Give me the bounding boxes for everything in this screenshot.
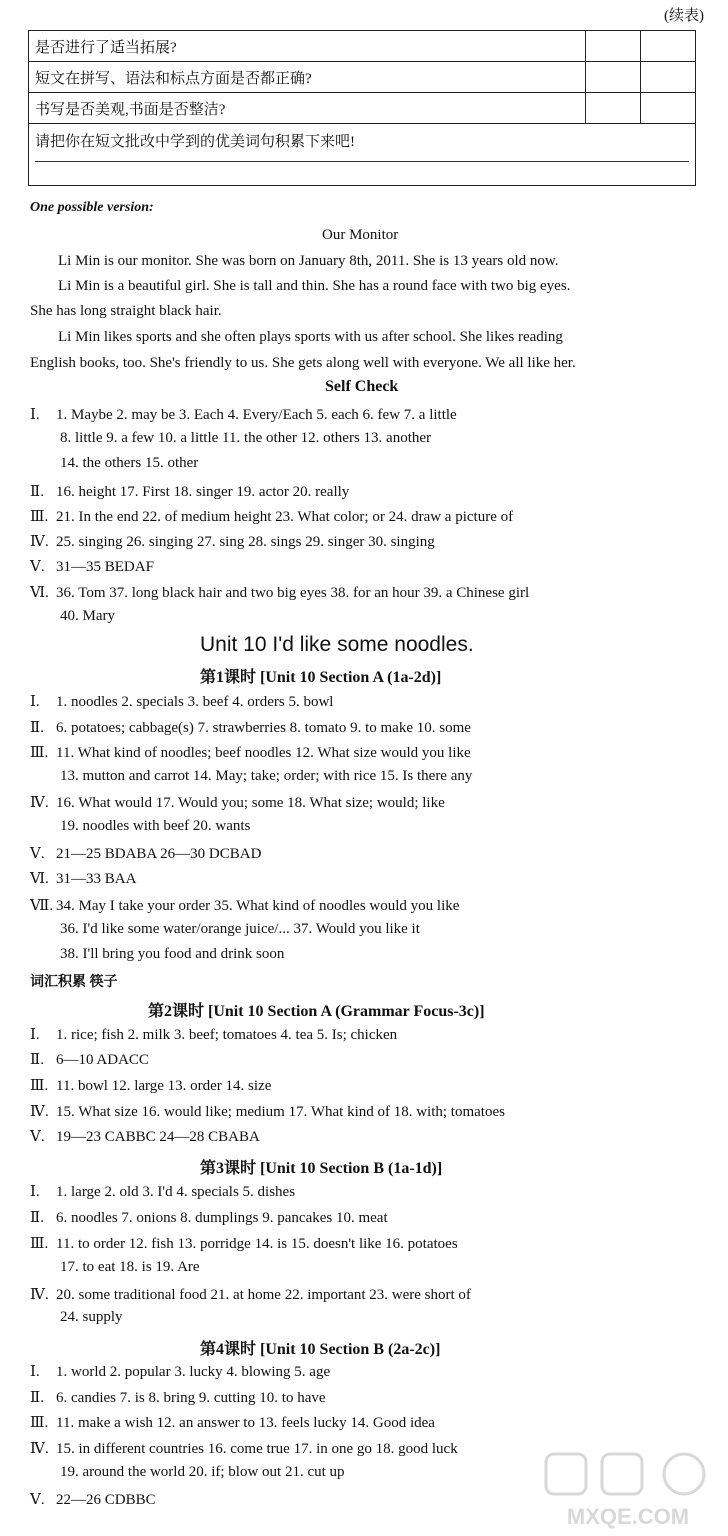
vocab-note: 词汇积累 筷子: [30, 975, 118, 990]
continued-label: (续表): [664, 8, 704, 24]
answer-line: [30, 1076, 271, 1095]
answer-text: 36. Tom 37. long black hair and two big eyes 38. for an hour 39. a Chinese girl: [56, 585, 530, 601]
answer-text: 6—10 ADACC: [56, 1052, 149, 1068]
answer-line: [30, 921, 420, 938]
answer-line: [30, 1102, 505, 1121]
answer-line: [30, 507, 513, 526]
answer-line: [30, 482, 349, 501]
answer-line: [30, 1025, 397, 1044]
answer-line: [30, 1050, 149, 1069]
answer-text: 11. bowl 12. large 13. order 14. size: [56, 1078, 272, 1094]
answer-line: [30, 1259, 200, 1276]
essay-line: English books, too. She's friendly to us. She gets along well with everyone. We all like her.: [30, 355, 576, 371]
answer-line: [30, 1388, 326, 1407]
version-label: One possible version:: [30, 200, 154, 215]
section-numeral: Ⅴ.: [30, 1129, 45, 1145]
answer-line: [30, 532, 435, 551]
section-numeral: Ⅲ.: [30, 1236, 49, 1252]
section-numeral: Ⅲ.: [30, 1415, 49, 1431]
section-numeral: Ⅰ.: [30, 694, 40, 710]
answer-line: [30, 1127, 260, 1146]
answer-line: [30, 844, 261, 863]
answer-text: 1. noodles 2. specials 3. beef 4. orders 5. bowl: [56, 694, 334, 710]
essay-line: She has long straight black hair.: [30, 303, 222, 319]
section-numeral: Ⅴ.: [30, 559, 45, 575]
answer-line: [30, 793, 445, 812]
answer-line: [30, 1285, 471, 1304]
checklist-box: [586, 31, 641, 62]
self-check-heading: Self Check: [325, 378, 399, 395]
essay-title: Our Monitor: [322, 227, 399, 243]
lesson-title: 第4课时 [Unit 10 Section B (2a-2c)]: [200, 1341, 441, 1358]
section-numeral: Ⅰ.: [30, 1364, 40, 1380]
section-numeral: Ⅳ.: [30, 1441, 49, 1457]
section-numeral: Ⅱ.: [30, 1052, 44, 1068]
answer-line: [30, 743, 471, 762]
section-numeral: Ⅱ.: [30, 720, 44, 736]
answer-text: 19. around the world 20. if; blow out 21. cut up: [60, 1464, 345, 1480]
answer-line: [30, 1362, 330, 1381]
answer-line: [30, 430, 431, 447]
answer-text: 16. What would 17. Would you; some 18. What size; would; like: [56, 795, 445, 811]
section-numeral: Ⅵ.: [30, 871, 49, 887]
answer-line: [30, 405, 457, 424]
checklist-box: [586, 62, 641, 93]
checklist-row: [29, 93, 696, 124]
section-numeral: Ⅰ.: [30, 1184, 40, 1200]
answer-line: [30, 455, 198, 472]
section-numeral: Ⅲ.: [30, 745, 49, 761]
answer-text: 17. to eat 18. is 19. Are: [60, 1259, 200, 1275]
answer-line: [30, 1439, 458, 1458]
answer-text: 15. in different countries 16. come true 17. in one go 18. good luck: [56, 1441, 458, 1457]
answer-line: [30, 1208, 388, 1227]
watermark-text: MXQE.COM: [566, 1504, 690, 1529]
answer-text: 31—35 BEDAF: [56, 559, 154, 575]
answer-line: [30, 1464, 345, 1481]
checklist-notes: [29, 124, 696, 186]
answer-line: [30, 718, 471, 737]
section-numeral: Ⅱ.: [30, 484, 44, 500]
section-numeral: Ⅰ.: [30, 407, 40, 423]
answer-text: 14. the others 15. other: [60, 455, 199, 471]
section-numeral: Ⅵ.: [30, 585, 49, 601]
checklist-row: [29, 31, 696, 62]
section-numeral: Ⅱ.: [30, 1390, 44, 1406]
answer-text: 11. make a wish 12. an answer to 13. feels lucky 14. Good idea: [56, 1415, 435, 1431]
answer-text: 1. world 2. popular 3. lucky 4. blowing 5. age: [56, 1364, 331, 1380]
answer-text: 25. singing 26. singing 27. sing 28. sings 29. singer 30. singing: [56, 534, 435, 550]
answer-text: 34. May I take your order 35. What kind of noodles would you like: [56, 898, 460, 914]
answer-text: 6. potatoes; cabbage(s) 7. strawberries 8. tomato 9. to make 10. some: [56, 720, 471, 736]
checklist-question: 书写是否美观,书面是否整洁?: [29, 93, 586, 124]
section-numeral: Ⅴ.: [30, 846, 45, 862]
answer-text: 38. I'll bring you food and drink soon: [60, 946, 285, 962]
answer-text: 1. large 2. old 3. I'd 4. specials 5. dishes: [56, 1184, 296, 1200]
section-numeral: Ⅳ.: [30, 795, 49, 811]
checklist-row: [29, 124, 696, 186]
answer-text: 24. supply: [60, 1309, 123, 1325]
checklist-box: [586, 93, 641, 124]
answer-text: 1. rice; fish 2. milk 3. beef; tomatoes 4. tea 5. Is; chicken: [56, 1027, 398, 1043]
unit-title: Unit 10 I'd like some noodles.: [200, 633, 474, 656]
answer-line: [30, 557, 154, 576]
answer-line: [30, 1182, 295, 1201]
answer-line: [30, 1413, 435, 1432]
answer-text: 13. mutton and carrot 14. May; take; order; with rice 15. Is there any: [60, 768, 473, 784]
answer-line: [30, 896, 459, 915]
watermark-mark: [664, 1454, 704, 1494]
answer-text: 19—23 CABBC 24—28 CBABA: [56, 1129, 260, 1145]
section-numeral: Ⅲ.: [30, 1078, 49, 1094]
watermark-mark: [546, 1454, 586, 1494]
answer-text: 20. some traditional food 21. at home 22. important 23. were short of: [56, 1287, 471, 1303]
answer-line: [30, 768, 472, 785]
section-numeral: Ⅳ.: [30, 1104, 49, 1120]
section-numeral: Ⅶ.: [30, 898, 54, 914]
checklist-question: 短文在拼写、语法和标点方面是否都正确?: [29, 62, 586, 93]
answer-text: 8. little 9. a few 10. a little 11. the other 12. others 13. another: [60, 430, 432, 446]
answer-text: 15. What size 16. would like; medium 17. What kind of 18. with; tomatoes: [56, 1104, 505, 1120]
checklist-row: [29, 62, 696, 93]
section-numeral: Ⅴ.: [30, 1492, 45, 1508]
answer-text: 21. In the end 22. of medium height 23. What color; or 24. draw a picture of: [56, 509, 514, 525]
checklist-box: [641, 62, 696, 93]
writing-line: [35, 161, 689, 162]
answer-line: [30, 583, 529, 602]
section-numeral: Ⅳ.: [30, 1287, 49, 1303]
answer-line: [30, 1234, 458, 1253]
answer-text: 36. I'd like some water/orange juice/... 37. Would you like it: [60, 921, 420, 937]
essay-line: Li Min is our monitor. She was born on January 8th, 2011. She is 13 years old now.: [58, 253, 559, 269]
answer-text: 11. to order 12. fish 13. porridge 14. is 15. doesn't like 16. potatoes: [56, 1236, 458, 1252]
answer-text: 1. Maybe 2. may be 3. Each 4. Every/Each 5. each 6. few 7. a little: [56, 407, 457, 423]
checklist-table: [28, 30, 696, 186]
answer-text: 6. noodles 7. onions 8. dumplings 9. pancakes 10. meat: [56, 1210, 388, 1226]
watermark-logo-icon: [538, 1450, 718, 1530]
answer-line: [30, 608, 115, 625]
answer-line: [30, 1309, 123, 1326]
answer-text: 11. What kind of noodles; beef noodles 12. What size would you like: [56, 745, 471, 761]
watermark-mark: [602, 1454, 642, 1494]
checklist-box: [641, 93, 696, 124]
checklist-question: 是否进行了适当拓展?: [29, 31, 586, 62]
answer-text: 16. height 17. First 18. singer 19. actor 20. really: [56, 484, 350, 500]
section-numeral: Ⅲ.: [30, 509, 49, 525]
answer-text: 22—26 CDBBC: [56, 1492, 156, 1508]
lesson-title: 第2课时 [Unit 10 Section A (Grammar Focus-3c)]: [148, 1003, 485, 1020]
section-numeral: Ⅱ.: [30, 1210, 44, 1226]
answer-text: 19. noodles with beef 20. wants: [60, 818, 251, 834]
answer-text: 21—25 BDABA 26—30 DCBAD: [56, 846, 262, 862]
answer-line: [30, 946, 284, 963]
checklist-box: [641, 31, 696, 62]
checklist-notes-prompt: 请把你在短文批改中学到的优美词句积累下来吧!: [35, 134, 355, 150]
answer-text: 40. Mary: [60, 608, 115, 624]
answer-line: [30, 869, 136, 888]
answer-line: [30, 1490, 156, 1509]
answer-text: 31—33 BAA: [56, 871, 137, 887]
answer-text: 6. candies 7. is 8. bring 9. cutting 10. to have: [56, 1390, 326, 1406]
section-numeral: Ⅰ.: [30, 1027, 40, 1043]
answer-line: [30, 818, 250, 835]
lesson-title: 第1课时 [Unit 10 Section A (1a-2d)]: [200, 669, 442, 686]
answer-line: [30, 692, 333, 711]
section-numeral: Ⅳ.: [30, 534, 49, 550]
essay-line: Li Min is a beautiful girl. She is tall and thin. She has a round face with two big eyes.: [58, 278, 571, 294]
essay-line: Li Min likes sports and she often plays sports with us after school. She likes reading: [58, 329, 563, 345]
lesson-title: 第3课时 [Unit 10 Section B (1a-1d)]: [200, 1160, 443, 1177]
